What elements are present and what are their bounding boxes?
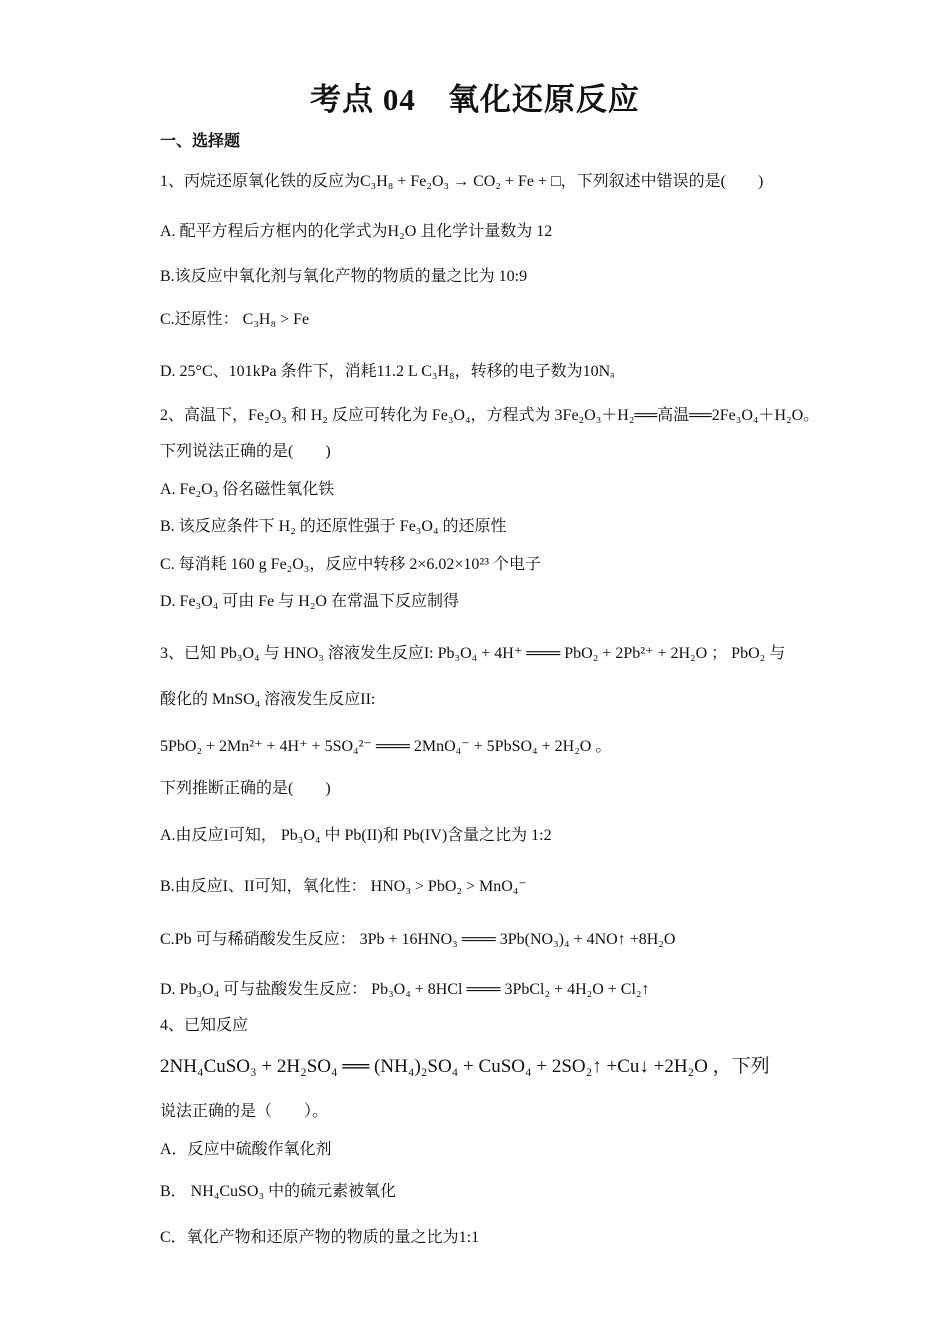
question-4-prompt: 说法正确的是（ ）。: [160, 1103, 329, 1120]
question-2-option-d: D. Fe₃O₄ 可由 Fe 与 H₂O 在常温下反应制得: [160, 593, 459, 610]
question-3-stem: 3、已知 Pb₃O₄ 与 HNO₃ 溶液发生反应I: Pb₃O₄ + 4H⁺ ═══ PbO₂ + 2Pb²⁺ + 2H₂O ； PbO₂ 与: [160, 645, 786, 662]
question-2-option-c: C. 每消耗 160 g Fe₂O₃，反应中转移 2×6.02×10²³ 个电子: [160, 556, 542, 573]
question-4-option-a: A．反应中硫酸作氧化剂: [160, 1141, 332, 1158]
question-4-option-c: C．氧化产物和还原产物的物质的量之比为1:1: [160, 1229, 480, 1246]
question-2-stem: 2、高温下，Fe₂O₃ 和 H₂ 反应可转化为 Fe₃O₄，方程式为 3Fe₂O₃＋H₂══高温══2Fe₃O₄＋H₂O。: [160, 407, 820, 424]
page-title: 考点 04 氧化还原反应: [310, 82, 640, 117]
question-1-option-a: A. 配平方程后方框内的化学式为H₂O 且化学计量数为 12: [160, 223, 553, 240]
question-1-option-d: D. 25°C、101kPa 条件下，消耗11.2 L C₃H₈，转移的电子数为10Nₐ: [160, 363, 615, 380]
question-3-option-d: D. Pb₃O₄ 可与盐酸发生反应： Pb₃O₄ + 8HCl ═══ 3PbCl₂ + 4H₂O + Cl₂↑: [160, 981, 650, 998]
question-3-equation-ii: 5PbO₂ + 2Mn²⁺ + 4H⁺ + 5SO₄²⁻ ═══ 2MnO₄⁻ + 5PbSO₄ + 2H₂O 。: [160, 738, 612, 755]
question-3-option-c: C.Pb 可与稀硝酸发生反应： 3Pb + 16HNO₃ ═══ 3Pb(NO₃)₄ + 4NO↑ +8H₂O: [160, 931, 676, 948]
question-1-stem: 1、丙烷还原氧化铁的反应为C₃H₈ + Fe₂O₃ → CO₂ + Fe + □，下列叙述中错误的是( ): [160, 173, 764, 190]
question-4-equation: 2NH₄CuSO₃ + 2H₂SO₄ ══ (NH₄)₂SO₄ + CuSO₄ + 2SO₂↑ +Cu↓ +2H₂O ，下列: [160, 1056, 770, 1077]
question-2-option-b: B. 该反应条件下 H₂ 的还原性强于 Fe₃O₄ 的还原性: [160, 518, 507, 535]
question-3-option-b: B.由反应I、II可知，氧化性： HNO₃ > PbO₂ > MnO₄⁻: [160, 878, 527, 895]
question-3-option-a: A.由反应I可知， Pb₃O₄ 中 Pb(II)和 Pb(IV)含量之比为 1:2: [160, 827, 552, 844]
question-1-option-b: B.该反应中氧化剂与氧化产物的物质的量之比为 10:9: [160, 268, 528, 285]
question-2-option-a: A. Fe₂O₃ 俗名磁性氧化铁: [160, 481, 335, 498]
question-1-option-c: C.还原性： C₃H₈ > Fe: [160, 311, 310, 328]
question-3-prompt: 下列推断正确的是( ): [160, 780, 331, 797]
question-3-stem-continued: 酸化的 MnSO₄ 溶液发生反应II:: [160, 691, 376, 708]
question-4-stem: 4、已知反应: [160, 1017, 249, 1034]
question-4-option-b: B． NH₄CuSO₃ 中的硫元素被氧化: [160, 1183, 397, 1200]
section-heading: 一、选择题: [160, 133, 241, 150]
question-2-prompt: 下列说法正确的是( ): [160, 443, 331, 460]
